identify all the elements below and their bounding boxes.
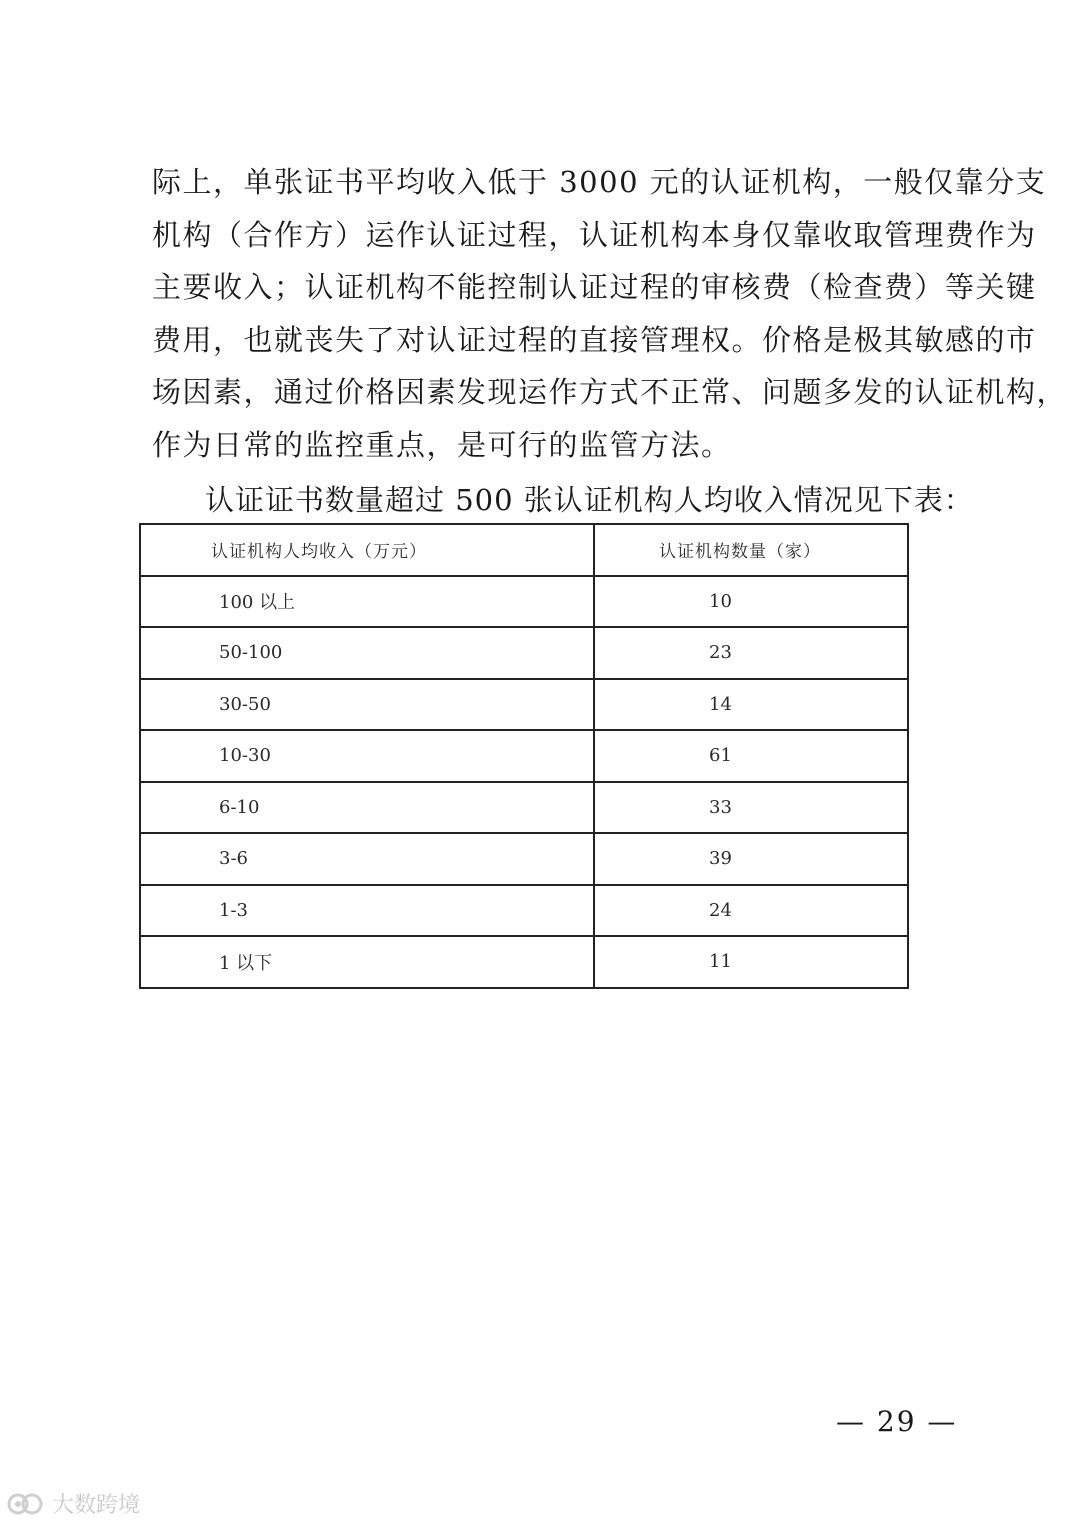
cell-count: 11 [594,936,908,988]
cell-count: 24 [594,885,908,937]
cell-income: 6-10 [140,782,594,834]
table-header-row [140,524,908,576]
cell-income: 30-50 [140,679,594,731]
cell-count: 23 [594,627,908,679]
cell-income: 3-6 [140,833,594,885]
table-row [140,627,908,679]
income-table [139,523,909,989]
cell-income: 1 以下 [140,936,594,988]
table-row [140,833,908,885]
cell-count: 10 [594,576,908,628]
cell-income: 50-100 [140,627,594,679]
cell-income: 1-3 [140,885,594,937]
paragraph-line: 际上，单张证书平均收入低于 3000 元的认证机构，一般仅靠分支 [152,165,1047,199]
header-count: 认证机构数量（家） [594,524,908,576]
table-row [140,576,908,628]
paragraph-line: 作为日常的监控重点，是可行的监管方法。 [152,427,732,462]
watermark [6,1488,140,1519]
table-row [140,782,908,834]
watermark-text: 大数跨境 [52,1493,141,1518]
paragraph-line: 主要收入；认证机构不能控制认证过程的审核费（检查费）等关键 [152,270,1037,304]
body-paragraph [152,156,1068,471]
table-row [140,936,908,988]
cell-count: 61 [594,730,908,782]
cell-income: 10-30 [140,730,594,782]
cell-income: 100 以上 [140,576,594,628]
paragraph-line: 场因素，通过价格因素发现运作方式不正常、问题多发的认证机构， [152,375,1068,409]
cell-count: 14 [594,679,908,731]
header-income: 认证机构人均收入（万元） [140,524,594,576]
paragraph-line: 机构（合作方）运作认证过程，认证机构本身仅靠收取管理费作为 [152,217,1037,252]
table-caption: 认证证书数量超过 500 张认证机构人均收入情况见下表： [205,483,974,517]
brand-logo-icon [6,1491,46,1517]
cell-count: 33 [594,782,908,834]
table-row [140,730,908,782]
cell-count: 39 [594,833,908,885]
table-row [140,679,908,731]
page-number: — 29 — [836,1405,958,1438]
paragraph-line: 费用，也就丧失了对认证过程的直接管理权。价格是极其敏感的市 [152,322,1037,357]
table-row [140,885,908,937]
